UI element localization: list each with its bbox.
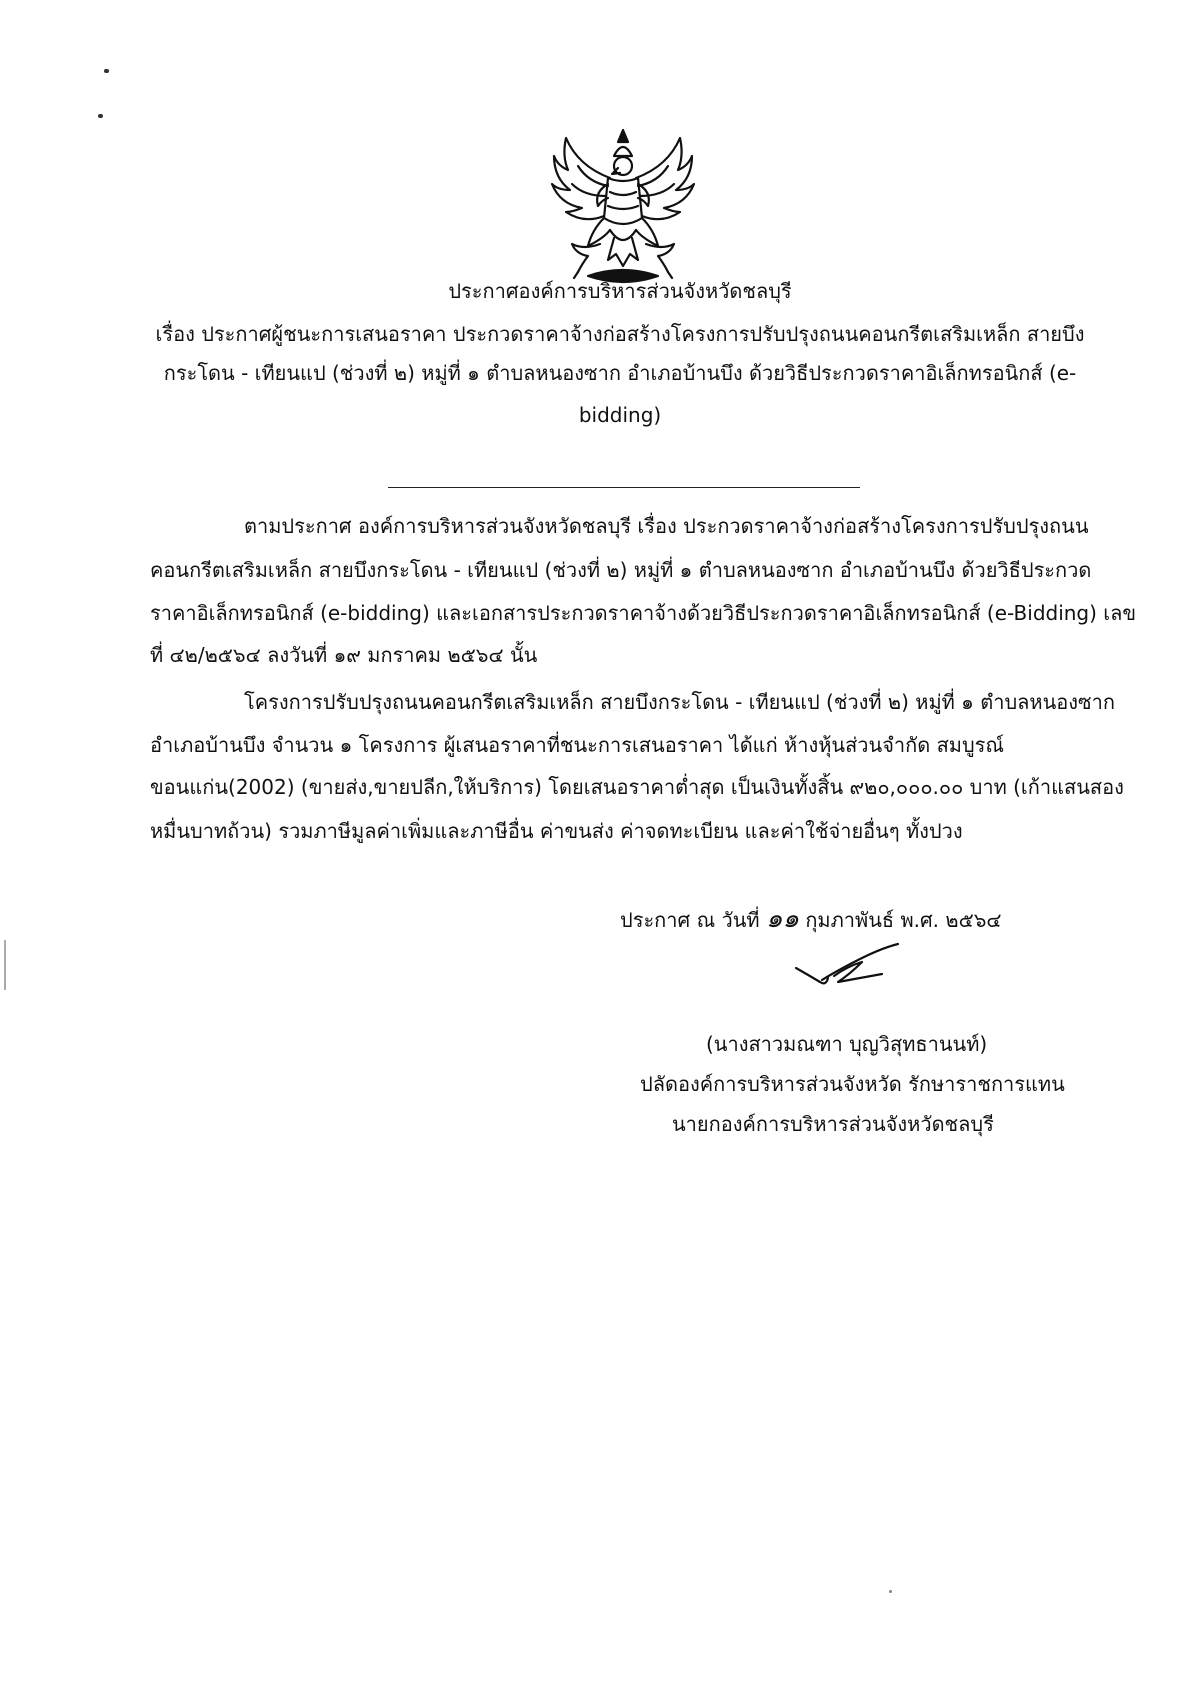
- scan-mark: [889, 1590, 892, 1593]
- scan-edge: [4, 940, 6, 990]
- paragraph1-line: ราคาอิเล็กทรอนิกส์ (e-bidding) และเอกสารประกวดราคาจ้างด้วยวิธีประกวดราคาอิเล็กทรอนิกส์ (e-Bidding) เลข: [150, 601, 1137, 625]
- signature-icon: [790, 940, 910, 1000]
- paragraph1-line: ตามประกาศ องค์การบริหารส่วนจังหวัดชลบุรี เรื่อง ประกวดราคาจ้างก่อสร้างโครงการปรับปรุงถนน: [244, 514, 1089, 538]
- announcement-date: [620, 905, 1002, 934]
- subject-line: bidding): [578, 403, 662, 427]
- scan-mark: [98, 114, 103, 118]
- paragraph2-line: หมื่นบาทถ้วน) รวมภาษีมูลค่าเพิ่มและภาษีอื่น ค่าขนส่ง ค่าจดทะเบียน และค่าใช้จ่ายอื่นๆ ทั้งปวง: [150, 819, 963, 843]
- title-divider: [388, 487, 860, 488]
- garuda-emblem-icon: [548, 126, 698, 296]
- subject-line: เรื่อง ประกาศผู้ชนะการเสนอราคา ประกวดราคาจ้างก่อสร้างโครงการปรับปรุงถนนคอนกรีตเสริมเหล็ก สายบึง: [155, 322, 1085, 346]
- paragraph1-line: ที่ ๔๒/๒๕๖๔ ลงวันที่ ๑๙ มกราคม ๒๕๖๔ นั้น: [150, 643, 538, 667]
- signatory-name: (นางสาวมณฑา บุญวิสุทธานนท์): [706, 1032, 988, 1056]
- date-suffix: กุมภาพันธ์ พ.ศ. ๒๕๖๔: [805, 908, 1002, 932]
- paragraph1-line: คอนกรีตเสริมเหล็ก สายบึงกระโดน - เทียนแป (ช่วงที่ ๒) หมู่ที่ ๑ ตำบลหนองซาก อำเภอบ้านบึง ด้วยวิธีประกวด: [150, 558, 1092, 582]
- date-prefix: ประกาศ ณ วันที่: [620, 908, 760, 932]
- signatory-position: นายกองค์การบริหารส่วนจังหวัดชลบุรี: [672, 1112, 994, 1136]
- scan-mark: [104, 69, 109, 73]
- announcement-title: ประกาศองค์การบริหารส่วนจังหวัดชลบุรี: [448, 279, 792, 303]
- handwritten-day: ๑๑: [765, 904, 799, 934]
- paragraph2-line: โครงการปรับปรุงถนนคอนกรีตเสริมเหล็ก สายบึงกระโดน - เทียนแป (ช่วงที่ ๒) หมู่ที่ ๑ ตำบลหนองซาก: [244, 690, 1115, 714]
- subject-line: กระโดน - เทียนแป (ช่วงที่ ๒) หมู่ที่ ๑ ตำบลหนองซาก อำเภอบ้านบึง ด้วยวิธีประกวดราคาอิเล็กทรอนิกส์ (e-: [163, 361, 1077, 385]
- signatory-position: ปลัดองค์การบริหารส่วนจังหวัด รักษาราชการแทน: [640, 1072, 1065, 1096]
- paragraph2-line: ขอนแก่น(2002) (ขายส่ง,ขายปลีก,ให้บริการ) โดยเสนอราคาต่ำสุด เป็นเงินทั้งสิ้น ๙๒๐,๐๐๐.๐๐ บาท (เก้าแสนสอง: [150, 775, 1124, 799]
- paragraph2-line: อำเภอบ้านบึง จำนวน ๑ โครงการ ผู้เสนอราคาที่ชนะการเสนอราคา ได้แก่ ห้างหุ้นส่วนจำกัด สมบูรณ์: [150, 733, 1004, 757]
